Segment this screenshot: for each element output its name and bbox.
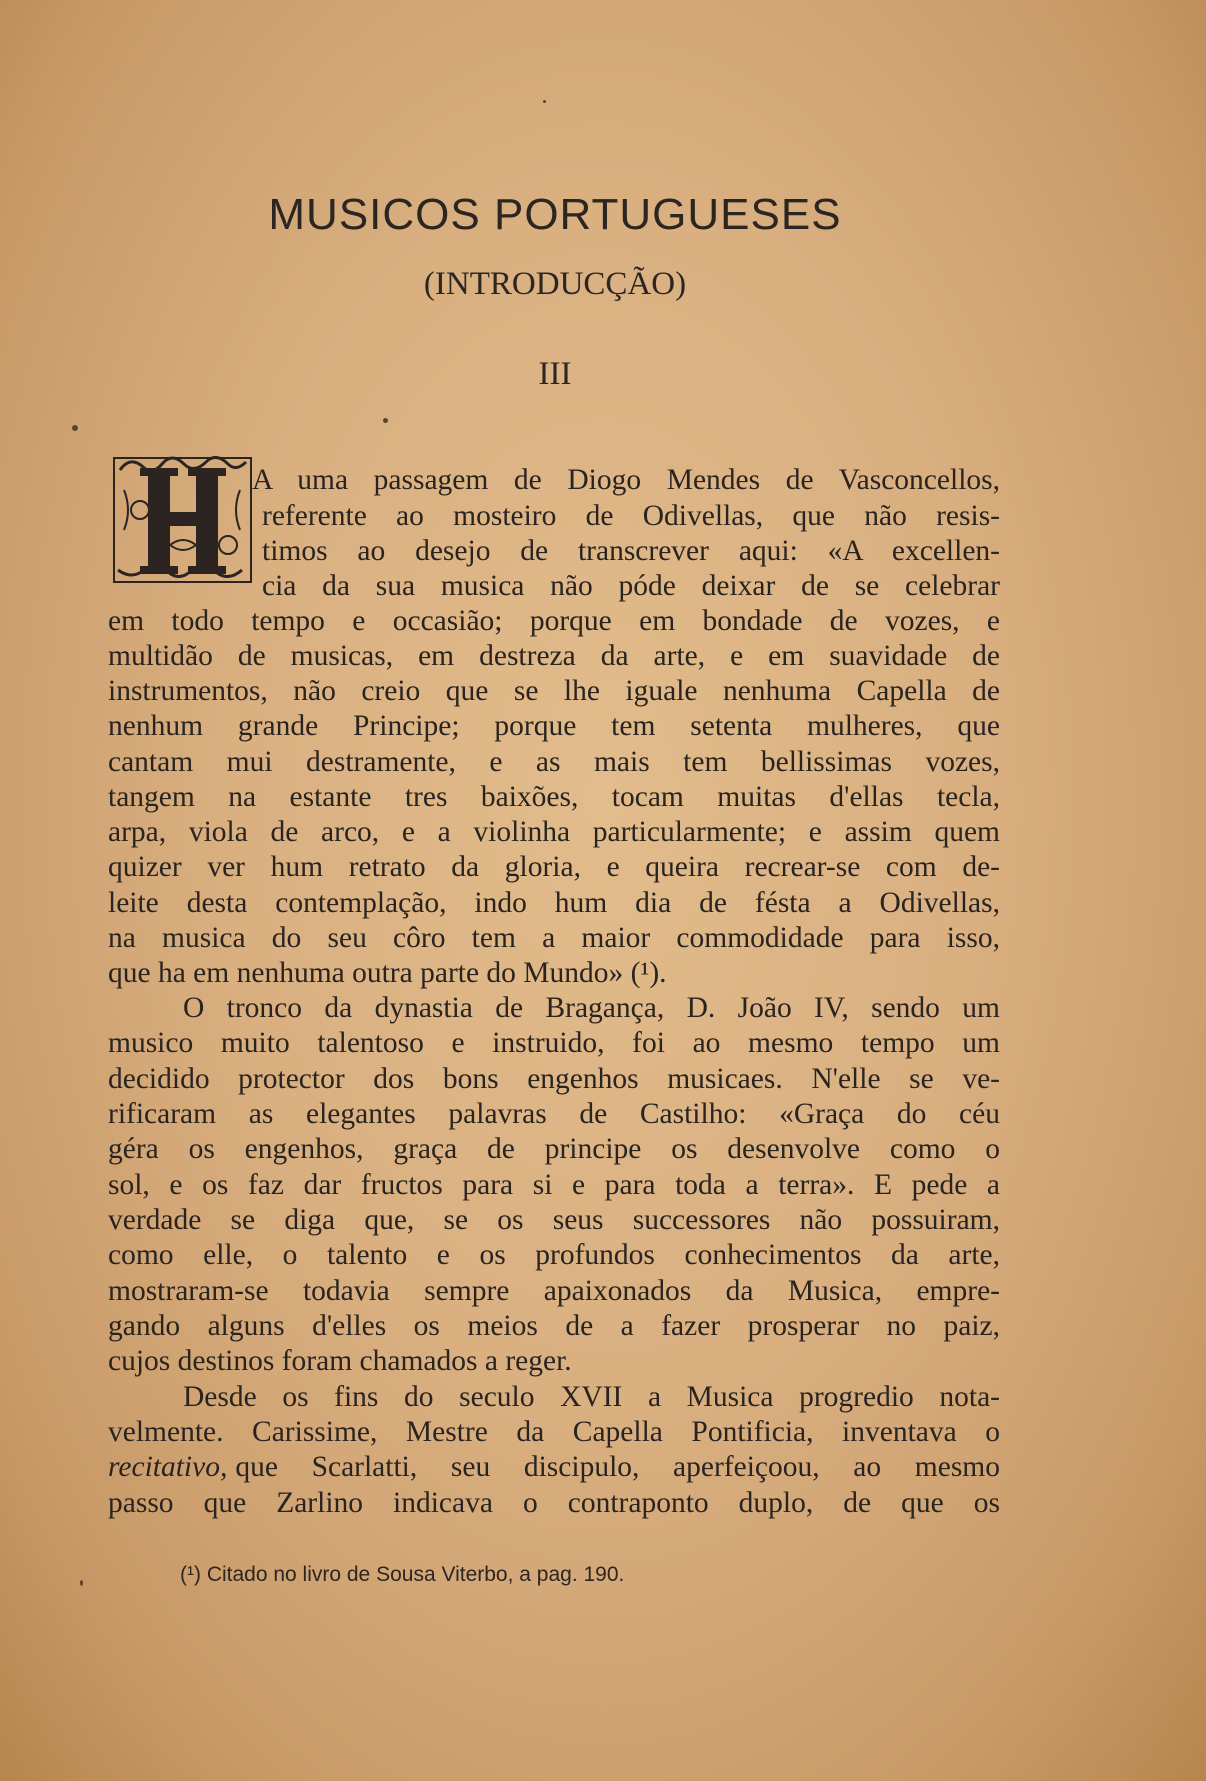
section-number: III <box>538 356 572 392</box>
body-line: nenhum grande Principe; porque tem setenta mulheres, que <box>108 710 1000 742</box>
body-line: O tronco da dynastia de Bragança, D. João IV, sendo um <box>183 992 1000 1024</box>
body-line: velmente. Carissime, Mestre da Capella Pontificia, inventava o <box>108 1416 1000 1448</box>
paper-speck <box>383 418 388 423</box>
decorative-dropcap-h <box>110 450 255 596</box>
body-line: quizer ver hum retrato da gloria, e queira recrear-se com de- <box>108 851 1000 883</box>
body-line: arpa, viola de arco, e a violinha particularmente; e assim quem <box>108 816 1000 848</box>
footnote: (¹) Citado no livro de Sousa Viterbo, a pag. 190. <box>180 1563 625 1586</box>
body-line: Desde os fins do seculo XVII a Musica progredio nota- <box>183 1381 1000 1413</box>
body-line: na musica do seu côro tem a maior commodidade para isso, <box>108 922 1000 954</box>
body-line: gando alguns d'elles os meios de a fazer prosperar no paiz, <box>108 1310 1000 1342</box>
body-line: cantam mui destramente, e as mais tem bellissimas vozes, <box>108 746 1000 778</box>
body-line-rest: que Scarlatti, seu discipulo, aperfeiçoou, ao mesmo <box>235 1451 1000 1483</box>
body-line: A uma passagem de Diogo Mendes de Vasconcellos, <box>252 464 1000 496</box>
body-line: em todo tempo e occasião; porque em bondade de vozes, e <box>108 605 1000 637</box>
paper-speck <box>80 1580 83 1586</box>
body-line: timos ao desejo de transcrever aqui: «A excellen- <box>262 535 1000 567</box>
body-line: cujos destinos foram chamados a reger. <box>108 1345 572 1377</box>
body-line: géra os engenhos, graça de principe os desenvolve como o <box>108 1133 1000 1165</box>
paper-speck <box>543 100 546 103</box>
body-line: referente ao mosteiro de Odivellas, que não resis- <box>262 500 1000 532</box>
body-line: tangem na estante tres baixões, tocam muitas d'ellas tecla, <box>108 781 1000 813</box>
body-line: rificaram as elegantes palavras de Castilho: «Graça do céu <box>108 1098 1000 1130</box>
page-title: MUSICOS PORTUGUESES <box>268 190 842 239</box>
body-line: decidido protector dos bons engenhos musicaes. N'elle se ve- <box>108 1063 1000 1095</box>
body-line: mostraram-se todavia sempre apaixonados da Musica, empre- <box>108 1275 1000 1307</box>
body-line: como elle, o talento e os profundos conhecimentos da arte, <box>108 1239 1000 1271</box>
body-line: multidão de musicas, em destreza da arte, e em suavidade de <box>108 640 1000 672</box>
body-line: leite desta contemplação, indo hum dia de fésta a Odivellas, <box>108 887 1000 919</box>
body-line <box>108 1450 1000 1485</box>
body-line: cia da sua musica não póde deixar de se celebrar <box>262 570 1000 602</box>
body-line: sol, e os faz dar fructos para si e para toda a terra». E pede a <box>108 1169 1000 1201</box>
body-line: instrumentos, não creio que se lhe iguale nenhuma Capella de <box>108 675 1000 707</box>
italic-term: recitativo, <box>108 1451 228 1483</box>
body-line: verdade se diga que, se os seus successores não possuiram, <box>108 1204 1000 1236</box>
body-line: que ha em nenhuma outra parte do Mundo» (¹). <box>108 957 667 989</box>
paper-speck <box>72 425 78 431</box>
page-subtitle: (INTRODUCÇÃO) <box>423 266 687 302</box>
body-line: musico muito talentoso e instruido, foi ao mesmo tempo um <box>108 1027 1000 1059</box>
body-line: passo que Zarlino indicava o contraponto duplo, de que os <box>108 1487 1000 1519</box>
